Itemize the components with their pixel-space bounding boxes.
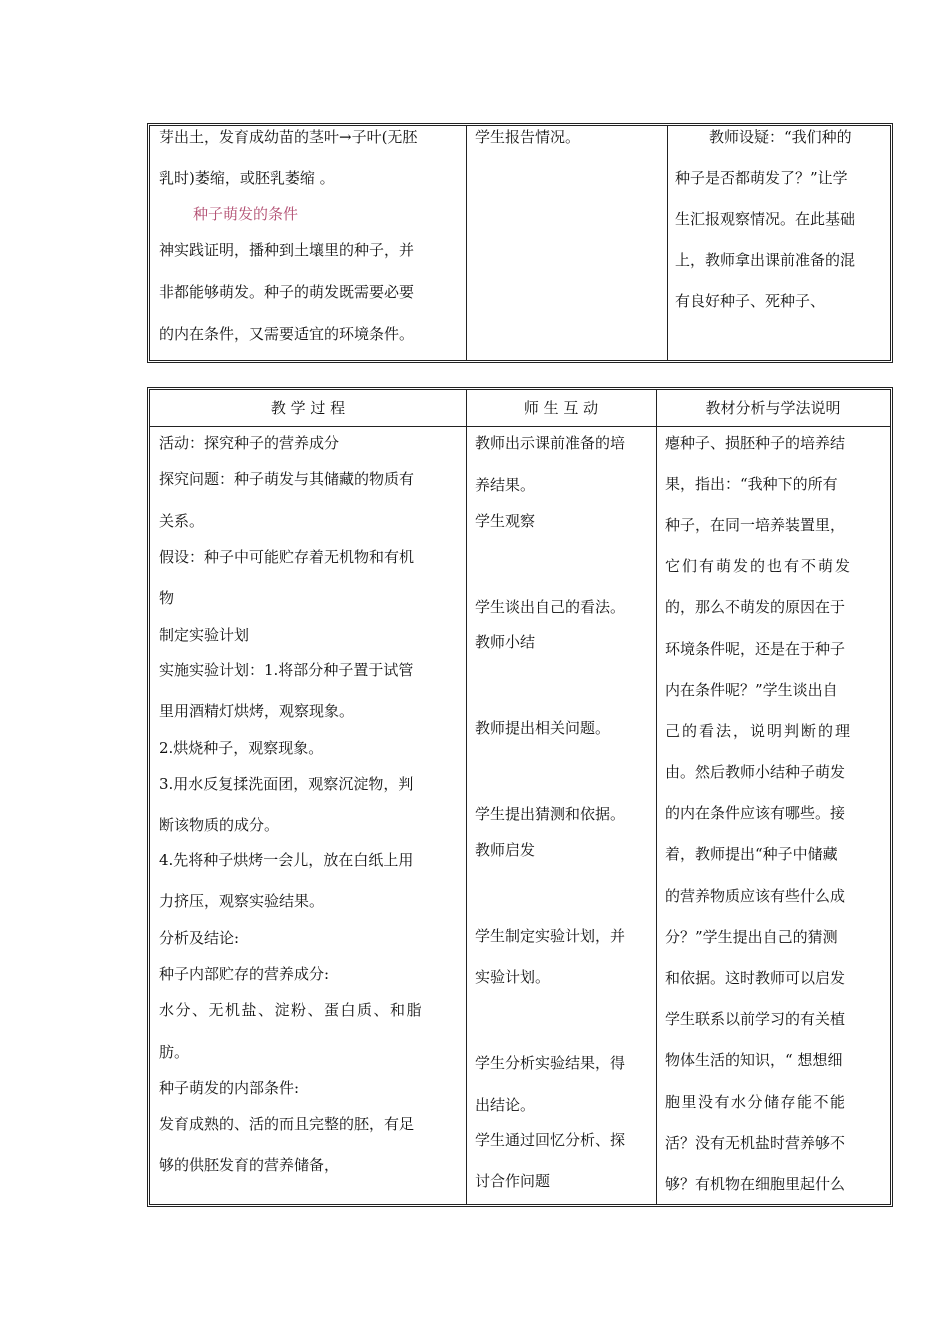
text-line: 的，那么不萌发的原因在于 [665, 598, 846, 616]
text-line: 肪。 [159, 1043, 190, 1061]
text-line: 活？没有无机盐时营养够不 [665, 1134, 846, 1152]
text-line: 教师出示课前准备的培 [475, 434, 626, 452]
text-line: 瘪种子、损胚种子的培养结 [665, 434, 846, 452]
text-line: 乳时)萎缩，或胚乳萎缩 。 [159, 169, 335, 187]
header-interaction [466, 397, 656, 418]
text-line: 学生制定实验计划，并 [475, 927, 626, 945]
text-line: 胞里没有水分储存能不能 [665, 1093, 847, 1111]
text-line: 养结果。 [475, 476, 536, 494]
text-line: 教师小结 [475, 633, 536, 651]
text-line: 水分、无机盐、淀粉、蛋白质、和脂 [159, 1001, 424, 1019]
text-line: 分？”学生提出自己的猜测 [665, 928, 838, 946]
text-line: 己的看法，说明判断的理 [665, 722, 853, 740]
text-line: 探究问题：种子萌发与其储藏的物质有 [159, 470, 415, 488]
header-analysis [656, 397, 890, 418]
text-line: 实施实验计划：1.将部分种子置于试管 [159, 661, 414, 679]
text-line: 学生分析实验结果，得 [475, 1054, 626, 1072]
section-heading: 种子萌发的条件 [193, 205, 299, 223]
text-line: 由。然后教师小结种子萌发 [665, 763, 846, 781]
text-line: 教师启发 [475, 841, 536, 859]
header-label: 教材分析与学法说明 [705, 399, 841, 417]
text-line: 种子内部贮存的营养成分: [159, 965, 330, 983]
text-line: 关系。 [159, 512, 205, 530]
text-line: 学生报告情况。 [475, 128, 581, 146]
text-line: 讨合作问题 [475, 1172, 551, 1190]
column-divider [466, 126, 467, 360]
text-line: 它们有萌发的也有不萌发 [665, 557, 853, 575]
header-teaching-process [150, 397, 466, 418]
text-line: 教师设疑：“我们种的 [709, 128, 852, 146]
text-line: 种子，在同一培养装置里， [665, 516, 846, 534]
text-line: 和依据。这时教师可以启发 [665, 969, 846, 987]
text-line: 有良好种子、死种子、 [675, 292, 826, 310]
text-line: 学生通过回忆分析、探 [475, 1131, 626, 1149]
text-line: 活动：探究种子的营养成分 [159, 434, 340, 452]
text-line: 假设：种子中可能贮存着无机物和有机 [159, 548, 415, 566]
column-divider [466, 390, 467, 1204]
text-line: 学生观察 [475, 512, 536, 530]
text-line: 生汇报观察情况。在此基础 [675, 210, 856, 228]
text-line: 学生联系以前学习的有关植 [665, 1010, 846, 1028]
text-line: 环境条件呢，还是在于种子 [665, 640, 846, 658]
text-line: 断该物质的成分。 [159, 816, 280, 834]
text-line: 发育成熟的、活的而且完整的胚，有足 [159, 1115, 415, 1133]
column-divider [656, 390, 657, 1204]
text-line: 学生提出猜测和依据。 [475, 805, 626, 823]
text-line: 够？有机物在细胞里起什么 [665, 1175, 846, 1193]
header-divider [150, 426, 890, 427]
text-line: 上，教师拿出课前准备的混 [675, 251, 856, 269]
text-line: 的内在条件，又需要适宜的环境条件。 [159, 325, 415, 343]
text-line: 果，指出：“我种下的所有 [665, 475, 838, 493]
text-line: 的营养物质应该有些什么成 [665, 887, 846, 905]
text-line: 神实践证明，播种到土壤里的种子，并 [159, 241, 415, 259]
text-line: 物 [159, 589, 175, 607]
text-line: 出结论。 [475, 1096, 536, 1114]
text-line: 力挤压，观察实验结果。 [159, 892, 325, 910]
text-line: 内在条件呢？”学生谈出自 [665, 681, 838, 699]
text-line: 种子萌发的内部条件: [159, 1079, 300, 1097]
text-line: 学生谈出自己的看法。 [475, 598, 626, 616]
column-divider [667, 126, 668, 360]
text-line: 非都能够萌发。种子的萌发既需要必要 [159, 283, 415, 301]
text-line: 制定实验计划 [159, 626, 250, 644]
text-line: 种子是否都萌发了？”让学 [675, 169, 848, 187]
text-line: 芽出土，发育成幼苗的茎叶→子叶(无胚 [159, 128, 418, 146]
text-line: 教师提出相关问题。 [475, 719, 611, 737]
text-line: 着，教师提出“种子中储藏 [665, 845, 838, 863]
text-line: 够的供胚发育的营养储备， [159, 1156, 340, 1174]
text-line: 里用酒精灯烘烤，观察现象。 [159, 702, 355, 720]
text-line: 3.用水反复揉洗面团，观察沉淀物，判 [159, 775, 414, 793]
text-line: 2.烘烧种子，观察现象。 [159, 739, 324, 757]
text-line: 实验计划。 [475, 968, 551, 986]
header-label: 师 生 互 动 [523, 399, 599, 417]
header-label: 教 学 过 程 [270, 399, 346, 417]
text-line: 4.先将种子烘烤一会儿，放在白纸上用 [159, 851, 414, 869]
text-line: 分析及结论: [159, 929, 240, 947]
text-line: 的内在条件应该有哪些。接 [665, 804, 846, 822]
text-line: 物体生活的知识，“ 想想细 [665, 1051, 843, 1069]
